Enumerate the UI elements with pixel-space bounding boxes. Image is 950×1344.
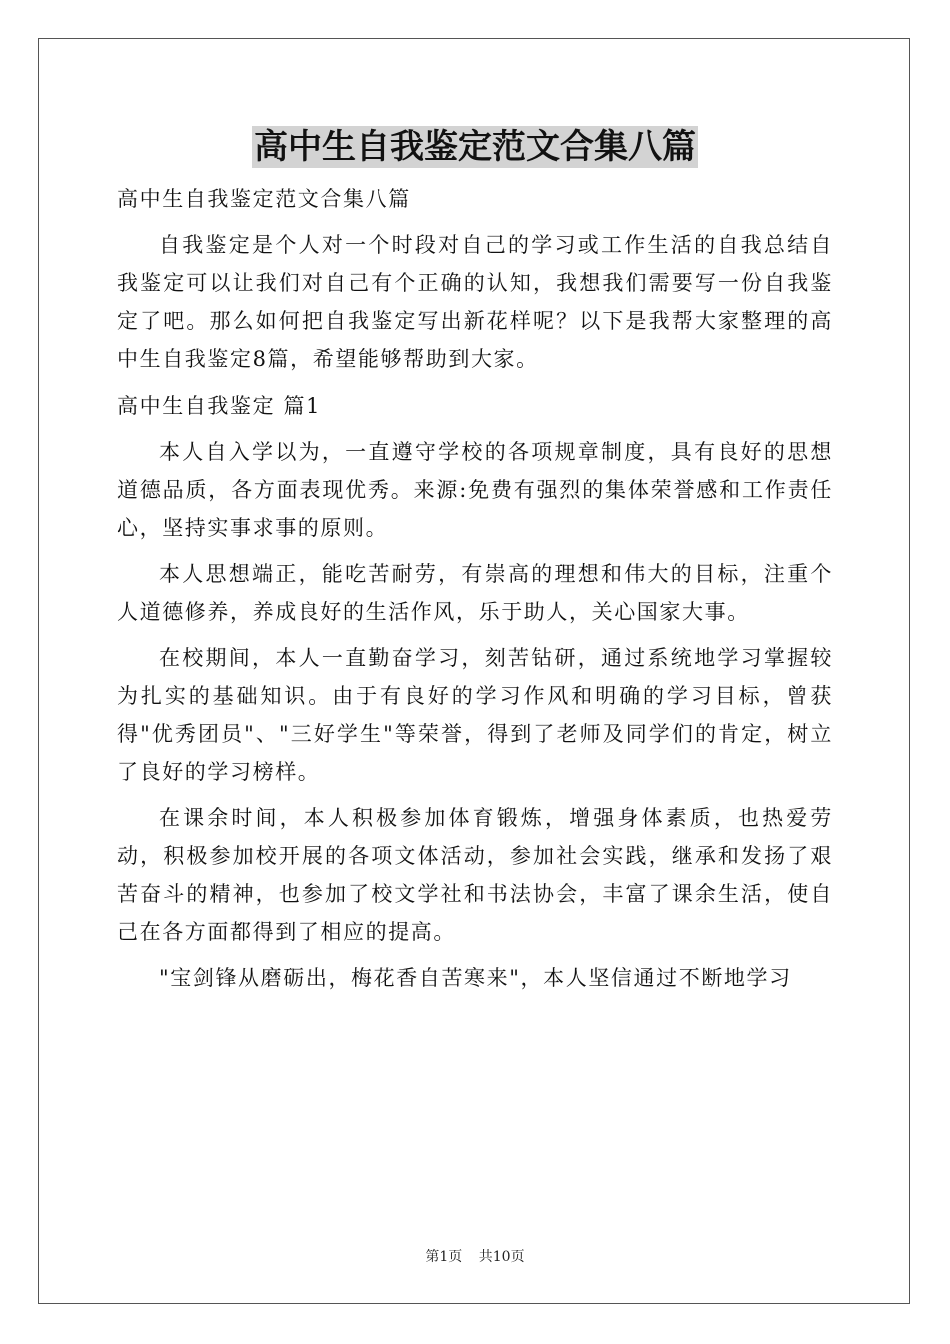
document-subtitle: 高中生自我鉴定范文合集八篇	[117, 187, 411, 211]
title-area	[0, 126, 950, 168]
page-total: 共10页	[478, 1249, 525, 1265]
page-footer	[0, 1246, 950, 1266]
body-paragraph: 本人思想端正，能吃苦耐劳，有崇高的理想和伟大的目标，注重个人道德修养，养成良好的生活作风，乐于助人，关心国家大事。	[117, 562, 833, 624]
body-paragraph: 在课余时间，本人积极参加体育锻炼，增强身体素质，也热爱劳动，积极参加校开展的各项文体活动，参加社会实践，继承和发扬了艰苦奋斗的精神，也参加了校文学社和书法协会，丰富了课余生活，使自己在各方面都得到了相应的提高。	[117, 806, 833, 944]
body-paragraph: 在校期间，本人一直勤奋学习，刻苦钻研，通过系统地学习掌握较为扎实的基础知识。由于有良好的学习作风和明确的学习目标，曾获得"优秀团员"、"三好学生"等荣誉，得到了老师及同学们的肯定，树立了良好的学习榜样。	[117, 646, 833, 784]
body-paragraph: 本人自入学以为，一直遵守学校的各项规章制度，具有良好的思想道德品质，各方面表现优秀。来源:免费有强烈的集体荣誉感和工作责任心，坚持实事求事的原则。	[117, 440, 833, 540]
document-body	[117, 180, 833, 997]
page-number: 第1页	[425, 1249, 463, 1265]
body-paragraph: "宝剑锋从磨砺出，梅花香自苦寒来"，本人坚信通过不断地学习	[159, 966, 792, 990]
intro-paragraph: 自我鉴定是个人对一个时段对自己的学习或工作生活的自我总结自我鉴定可以让我们对自己有个正确的认知，我想我们需要写一份自我鉴定了吧。那么如何把自我鉴定写出新花样呢？以下是我帮大家整理的高中生自我鉴定8篇，希望能够帮助到大家。	[117, 233, 833, 371]
document-title: 高中生自我鉴定范文合集八篇	[254, 127, 696, 167]
section-heading: 高中生自我鉴定 篇1	[117, 394, 322, 418]
